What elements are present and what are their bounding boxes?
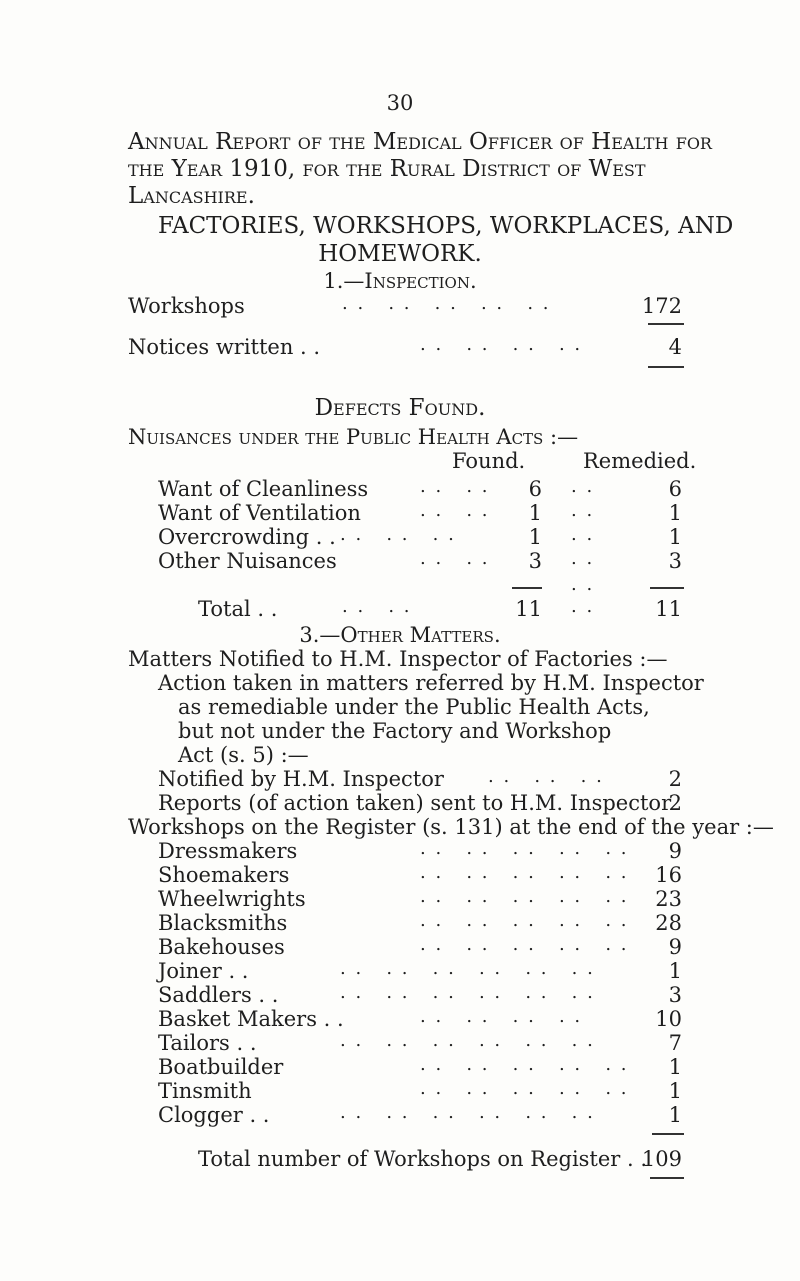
inspection-title: 1.—Inspection. <box>323 269 477 293</box>
register-row-value: 1 <box>668 1103 682 1127</box>
defect-row-remedied: 3 <box>668 549 682 573</box>
section-title-line-2: HOMEWORK. <box>318 241 482 267</box>
register-row-value: 16 <box>655 863 682 887</box>
register-row-value: 1 <box>668 1055 682 1079</box>
leader-dots: . . <box>571 596 595 617</box>
inspection-notices-label: Notices written . . <box>128 335 321 359</box>
sum-rule <box>650 587 684 589</box>
leader-dots: . . <box>571 476 595 497</box>
register-row-label: Wheelwrights <box>158 887 306 911</box>
leader-dots: . . . . . . <box>340 524 456 545</box>
defects-title: Defects Found. <box>314 395 486 421</box>
defect-row-remedied: 1 <box>668 525 682 549</box>
defect-row-remedied: 1 <box>668 501 682 525</box>
sum-rule <box>650 1177 684 1179</box>
register-title: Workshops on the Register (s. 131) at the end of the year :— <box>128 815 774 839</box>
defect-row-found: 3 <box>528 549 542 573</box>
defect-row-found: 6 <box>528 477 542 501</box>
notified-value: 2 <box>668 767 682 791</box>
defect-row-remedied: 6 <box>668 477 682 501</box>
sum-rule <box>648 323 684 325</box>
report-heading-line-2: the Year 1910, for the Rural District of West <box>128 156 646 182</box>
leader-dots: . . . . . . . . <box>420 334 583 355</box>
other-matters-line: but not under the Factory and Workshop <box>178 719 612 743</box>
leader-dots: . . . . . . . . . . <box>420 1078 629 1099</box>
defect-row-found: 1 <box>528 525 542 549</box>
other-matters-title: 3.—Other Matters. <box>299 623 501 647</box>
register-row-value: 7 <box>668 1031 682 1055</box>
leader-dots: . . . . . . . . . . . . <box>340 958 595 979</box>
reports-label: Reports (of action taken) sent to H.M. Inspector <box>158 791 672 815</box>
defects-total-found: 11 <box>515 597 542 621</box>
leader-dots: . . . . . . . . . . <box>342 293 551 314</box>
defect-row-label: Want of Cleanliness <box>158 477 369 501</box>
leader-dots: . . <box>571 574 595 595</box>
leader-dots: . . . . . . . . . . . . <box>340 1030 595 1051</box>
report-heading-line-3: Lancashire. <box>128 183 255 209</box>
register-total-value: 109 <box>641 1147 682 1171</box>
leader-dots: . . . . <box>420 476 490 497</box>
register-row-label: Shoemakers <box>158 863 290 887</box>
register-row-value: 3 <box>668 983 682 1007</box>
leader-dots: . . . . . . . . . . . . <box>340 1102 595 1123</box>
register-row-label: Saddlers . . <box>158 983 279 1007</box>
section-title-line-1: FACTORIES, WORKSHOPS, WORKPLACES, AND <box>158 213 734 239</box>
leader-dots: . . . . . . . . . . . . <box>340 982 595 1003</box>
leader-dots: . . . . . . . . . . <box>420 886 629 907</box>
register-row-label: Boatbuilder <box>158 1055 284 1079</box>
sum-rule <box>652 1133 684 1135</box>
leader-dots: . . . . . . . . . . <box>420 1054 629 1075</box>
register-row-label: Tailors . . <box>158 1031 257 1055</box>
leader-dots: . . <box>571 548 595 569</box>
register-row-value: 23 <box>655 887 682 911</box>
page-number: 30 <box>386 91 414 115</box>
leader-dots: . . <box>571 500 595 521</box>
sum-rule <box>512 587 542 589</box>
column-header-found: Found. <box>452 449 526 473</box>
reports-value: 2 <box>668 791 682 815</box>
register-row-label: Dressmakers <box>158 839 298 863</box>
other-matters-line: as remediable under the Public Health Acts, <box>178 695 650 719</box>
other-matters-line: Act (s. 5) :— <box>178 743 309 767</box>
register-row-label: Joiner . . <box>158 959 249 983</box>
register-row-value: 9 <box>668 935 682 959</box>
register-row-label: Blacksmiths <box>158 911 288 935</box>
register-total-label: Total number of Workshops on Register . . <box>198 1147 648 1171</box>
leader-dots: . . . . . . . . <box>420 1006 583 1027</box>
other-matters-line: Action taken in matters referred by H.M. Inspector <box>158 671 704 695</box>
leader-dots: . . . . <box>342 596 412 617</box>
register-row-value: 1 <box>668 1079 682 1103</box>
leader-dots: . . . . . . <box>488 766 604 787</box>
other-matters-line: Matters Notified to H.M. Inspector of Factories :— <box>128 647 668 671</box>
defect-row-label: Want of Ventilation <box>158 501 361 525</box>
defect-row-found: 1 <box>528 501 542 525</box>
leader-dots: . . . . . . . . . . <box>420 910 629 931</box>
defect-row-label: Overcrowding . . <box>158 525 336 549</box>
register-row-value: 28 <box>655 911 682 935</box>
register-row-label: Basket Makers . . <box>158 1007 344 1031</box>
register-row-value: 10 <box>655 1007 682 1031</box>
leader-dots: . . . . . . . . . . <box>420 934 629 955</box>
register-row-value: 9 <box>668 839 682 863</box>
inspection-workshops-label: Workshops <box>128 294 245 318</box>
register-row-label: Bakehouses <box>158 935 285 959</box>
inspection-workshops-value: 172 <box>641 294 682 318</box>
leader-dots: . . . . <box>420 548 490 569</box>
register-row-value: 1 <box>668 959 682 983</box>
report-heading-line-1: Annual Report of the Medical Officer of Health for <box>128 129 712 155</box>
defects-total-remedied: 11 <box>655 597 682 621</box>
defect-row-label: Other Nuisances <box>158 549 337 573</box>
register-row-label: Tinsmith <box>158 1079 252 1103</box>
defects-total-label: Total . . <box>198 597 278 621</box>
inspection-notices-value: 4 <box>668 335 682 359</box>
sum-rule <box>648 366 684 368</box>
column-header-remedied: Remedied. <box>583 449 697 473</box>
leader-dots: . . . . <box>420 500 490 521</box>
leader-dots: . . <box>571 524 595 545</box>
notified-label: Notified by H.M. Inspector <box>158 767 444 791</box>
leader-dots: . . . . . . . . . . <box>420 838 629 859</box>
defects-subtitle: Nuisances under the Public Health Acts :— <box>128 425 579 449</box>
register-row-label: Clogger . . <box>158 1103 270 1127</box>
leader-dots: . . . . . . . . . . <box>420 862 629 883</box>
